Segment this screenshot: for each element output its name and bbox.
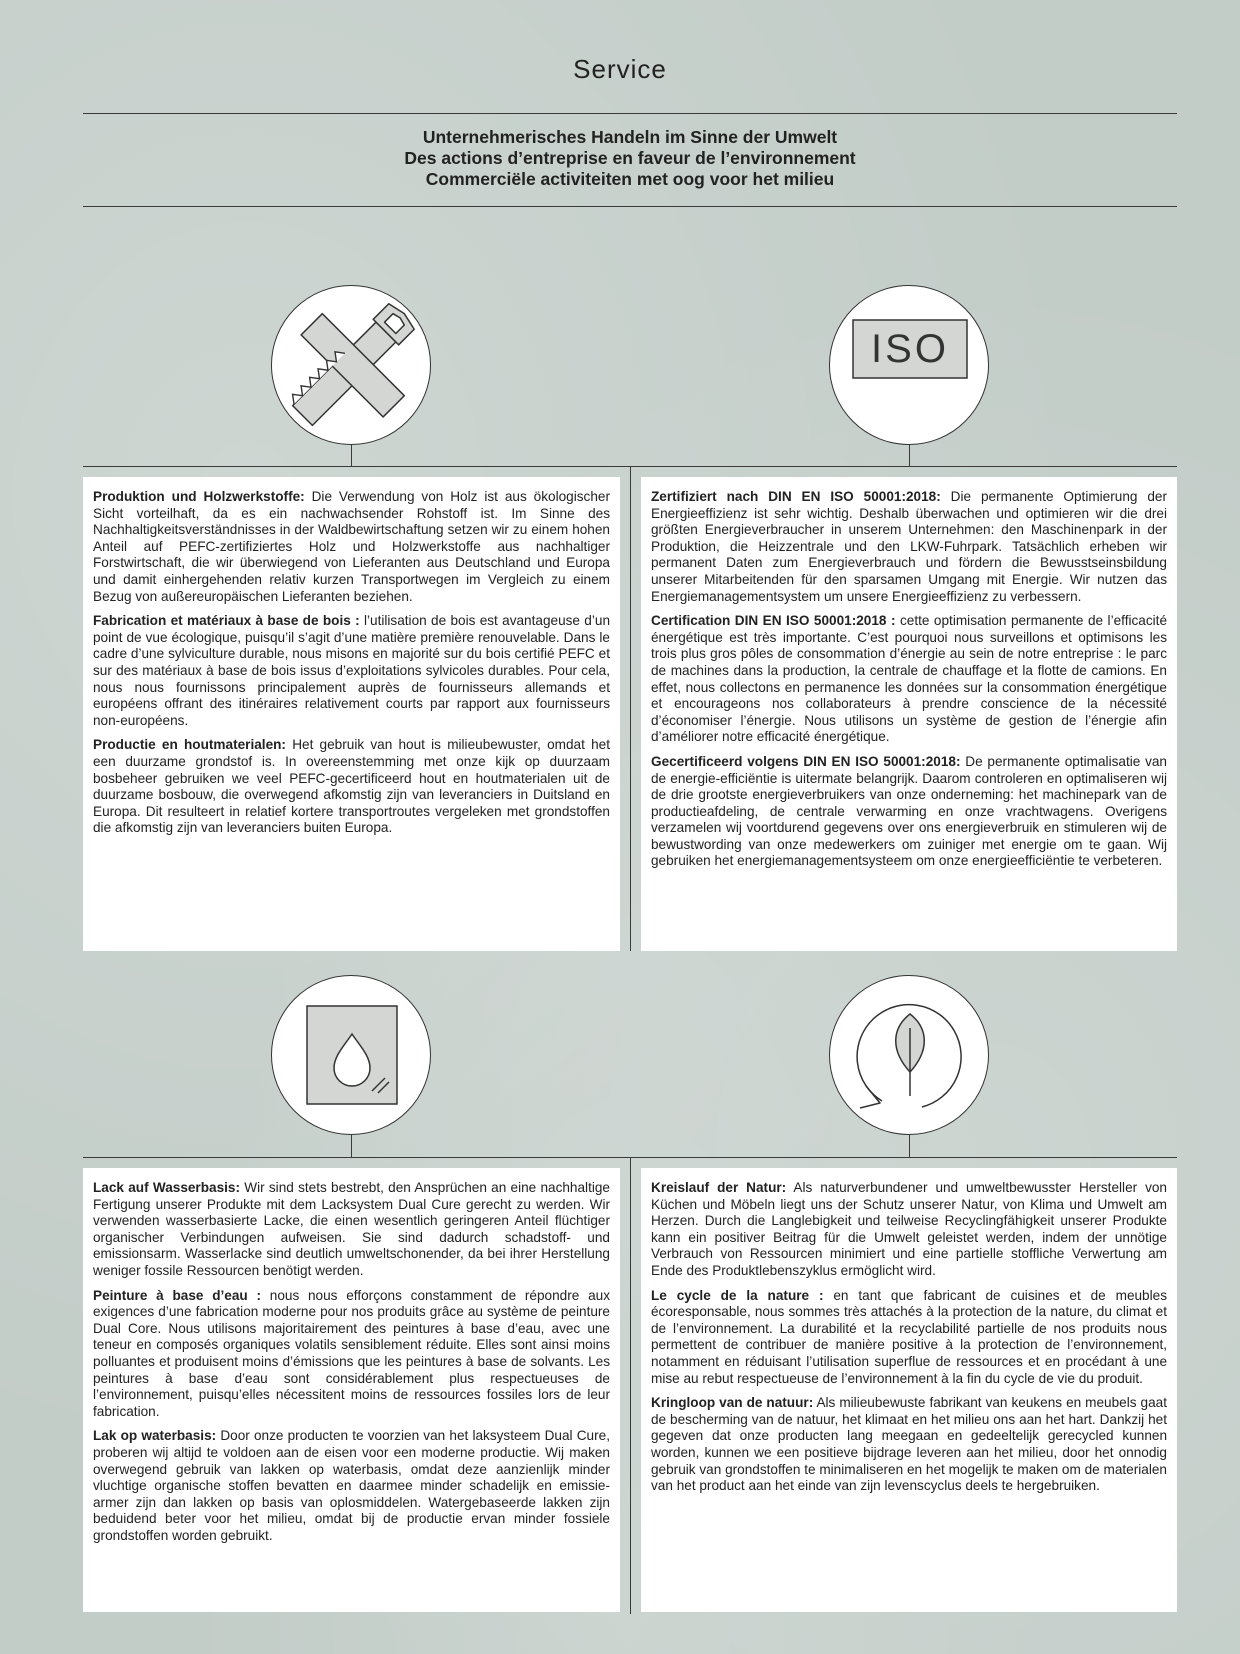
leaf-cycle-icon [830, 976, 990, 1136]
cycle-nl-heading: Kringloop van de natuur: [651, 1395, 814, 1411]
cycle-icon-stem [909, 1135, 910, 1157]
subtitle-rule [83, 206, 1177, 207]
wood-nl-heading: Productie en houtmaterialen: [93, 737, 286, 753]
cycle-fr-heading: Le cycle de la nature : [651, 1287, 824, 1303]
iso-nl-paragraph [651, 754, 1167, 870]
iso-de-text: Die permanente Optimierung der Energieeffizienz ist sehr wichtig. Deshalb überwachen und optimieren wir die drei größten Energieverbraucher in unserem Unternehmen: den Maschinenpark in der Produktion, die Heizzentrale und den LKW-Fuhrpark. Tatsächlich erheben wir permanent Daten zum Energieverbrauch und fördern die Bewusstseinsbildung unserer Mitarbeitenden für den sparsamen Umgang mit Energie. Wir nutzen das Energiemanagementsystem um unsere Energieeffizienz zu verbessern. [651, 489, 1167, 604]
iso-fr-text: cette optimisation permanente de l’efficacité énergétique est très importante. C’est pourquoi nous surveillons et optimisons les trois plus gros pôles de consommation d’énergie au sein de notre entreprise : le parc de machines dans la production, la centrale de chauffage et la flotte de camions. En effet, nous collectons en permanence les données sur la consommation énergétique et encourageons nos collaborateurs à prendre conscience de la nécessité d’économiser l’énergie. Nous utilisons un système de gestion de l’énergie afin d’améliorer notre efficacité énergétique. [651, 613, 1167, 745]
row2-divider [630, 1157, 631, 1614]
wood-nl-text: Het gebruik van hout is milieubewuster, omdat het een duurzame grondstof is. In overeenstemming met onze kijk op duurzaam bosbeheer gebruiken we veel PEFC-gecertificeerd hout en houtmaterialen uit de duurzame bosbouw, die overwegend afkomstig zijn van leveranciers in Duitsland en Europa. Dit resulteert in relatief kortere transportroutes vergeleken met grondstoffen die afkomstig zijn van leveranciers buiten Europa. [93, 737, 610, 836]
page-title: Service [573, 54, 667, 84]
cycle-de-paragraph [651, 1180, 1167, 1280]
iso-text-box [641, 477, 1177, 951]
saw-wood-icon [272, 286, 432, 446]
wood-text-box [83, 477, 620, 951]
cycle-de-heading: Kreislauf der Natur: [651, 1180, 787, 1195]
paint-fr-text: nous nous efforçons constamment de répondre aux exigences d’une fabrication moderne pour nos produits grâce au système de peinture Dual Core. Nous utilisons majoritairement des peintures à base d’eau, avec une teneur en composés organiques volatils sensiblement réduite. Elles sont ainsi moins polluantes et produisent moins d’émissions que les peintures à base de solvants. Les peintures à base d’eau sont considérablement plus respectueuses de l’environnement, puisqu’elles nécessitent moins de ressources fossiles lors de leur fabrication. [93, 1287, 610, 1419]
cycle-nl-paragraph [651, 1395, 1167, 1495]
wood-nl-paragraph [93, 737, 610, 837]
paint-text-box [83, 1168, 620, 1612]
paint-nl-heading: Lak op waterbasis: [93, 1428, 217, 1444]
subtitle-block [83, 127, 1177, 190]
paint-fr-paragraph [93, 1288, 610, 1421]
cycle-text-box [641, 1168, 1177, 1612]
subtitle-german: Unternehmerisches Handeln im Sinne der Umwelt [422, 127, 838, 147]
iso-icon-label: ISO [871, 327, 949, 371]
paint-icon-stem [351, 1135, 352, 1157]
iso-icon-circle [829, 285, 989, 445]
wood-fr-paragraph [93, 613, 610, 729]
row1-divider [630, 466, 631, 951]
iso-de-paragraph [651, 489, 1167, 605]
wood-fr-heading: Fabrication et matériaux à base de bois : [93, 613, 360, 629]
water-drop-icon [272, 976, 432, 1136]
cycle-fr-text: en tant que fabricant de cuisines et de meubles écoresponsable, nous sommes très attachés à la protection de la nature, du climat et de l’environnement. La durabilité et la recyclabilité partielle de nos produits nous permettent de contribuer de manière positive à la protection de l’environnement, notamment en réduisant l’utilisation superflue de ressources et en procédant à une mise au rebut respectueuse de l’environnement à la fin du cycle de vie du produit. [651, 1287, 1167, 1386]
cycle-icon-circle [829, 975, 989, 1135]
wood-icon-circle [271, 285, 431, 445]
paint-icon-circle [271, 975, 431, 1135]
iso-fr-heading: Certification DIN EN ISO 50001:2018 : [651, 613, 896, 629]
wood-fr-text: l’utilisation de bois est avantageuse d’un point de vue écologique, puisqu’il s’agit d’une matière première renouvelable. Dans le cadre d’une sylviculture durable, nous misons en majorité sur du bois certifié PEFC et sur des matériaux à base de bois issus d’exploitations sylvicoles durables. Pour cela, nous nous fournissons principalement auprès de fournisseurs allemands et européens offrant des itinéraires relativement courts par rapport aux fournisseurs non-européens. [93, 613, 611, 728]
wood-de-text: Die Verwendung von Holz ist aus ökologischer Sicht vorteilhaft, da es ein nachwachsender Rohstoff ist. Im Sinne des Nachhaltigkeitsverständnisses in der Waldbewirtschaftung setzen wir zu einem hohen Anteil auf PEFC-zertifiziertes Holz und Holzwerkstoffe aus nachhaltiger Forstwirtschaft, die wir überwiegend von Lieferanten aus Deutschland und Europa und damit einhergehenden relativ kurzen Transportwegen im Vergleich zu einem Bezug von außereuropäischen Lieferanten beziehen. [93, 489, 610, 604]
iso-nl-text: De permanente optimalisatie van de energie-efficiëntie is uitermate belangrijk. Daarom controleren en optimaliseren wij de drie grootste energieverbruikers van onze onderneming: het machinepark van de productieafdeling, de centrale verwarming en onze vrachtwagens. Overigens verzamelen wij voortdurend gegevens over ons energieverbruik en stimuleren wij de bewustwording van onze medewerkers om zuiniger met energie om te gaan. Wij gebruiken het energiemanagementsysteem om onze energieefficiëntie te verbeteren. [651, 753, 1167, 869]
wood-de-heading: Produktion und Holzwerkstoffe: [93, 489, 305, 504]
paint-nl-text: Door onze producten te voorzien van het laksysteem Dual Cure, proberen wij altijd te voldoen aan de eisen voor een moderne productie. Wij maken overwegend gebruik van lakken op waterbasis, omdat deze aanzienlijk minder vluchtige organische stoffen bevatten en daarmee minder schadelijk en emissie-armer zijn dan lakken op basis van oplosmiddelen. Watergebaseerde lakken zijn beduidend beter voor het milieu, omdat bij de productie ervan minder fossiele grondstoffen worden gebruikt. [93, 1428, 610, 1543]
cycle-nl-text: Als milieubewuste fabrikant van keukens en meubels gaat de bescherming van de natuur, het klimaat en het milieu ons aan het hart. Dankzij het gegeven dat onze producten lang meegaan en gedeeltelijk gerecycled kunnen worden, kunnen we een positieve bijdrage leveren aan het milieu, door het onnodig gebruik van grondstoffen te minimaliseren en het mogelijk te maken om de materialen van het product aan het einde van zijn levenscyclus deels te hergebruiken. [651, 1395, 1167, 1494]
wood-icon-stem [351, 445, 352, 466]
iso-icon-stem [909, 445, 910, 466]
paint-de-paragraph [93, 1180, 610, 1280]
top-rule [83, 113, 1177, 114]
iso-de-heading: Zertifiziert nach DIN EN ISO 50001:2018: [651, 489, 941, 504]
paint-de-heading: Lack auf Wasserbasis: [93, 1180, 241, 1195]
paint-fr-heading: Peinture à base d’eau : [93, 1287, 261, 1303]
paint-de-text: Wir sind stets bestrebt, den Ansprüchen an eine nachhaltige Fertigung unserer Produkte mit dem Lacksystem Dual Cure gerecht zu werden. Wir verwenden wasserbasierte Lacke, die einen wesentlich geringeren Anteil flüchtiger organischer Verbindungen aufweisen. Sie sind dadurch schadstoff- und emissionsarm. Wasserlacke sind deutlich umweltschonender, da bei ihrer Herstellung weniger fossile Ressourcen benötigt werden. [93, 1180, 610, 1278]
iso-icon [830, 286, 990, 446]
cycle-de-text: Als naturverbundener und umweltbewusster Hersteller von Küchen und Möbeln liegt uns der Schutz unserer Natur, von Klima und Umwelt am Herzen. Durch die Langlebigkeit und teilweise Recyclingfähigkeit unserer Produkte kann ein positiver Beitrag für die Umwelt geleistet werden, indem der unnötige Verbrauch von Ressourcen minimiert und eine partielle stoffliche Verwertung am Ende des Produktlebenszyklus ermöglicht wird. [651, 1180, 1167, 1278]
subtitle-dutch: Commerciële activiteiten met oog voor het milieu [425, 169, 835, 189]
paint-nl-paragraph [93, 1428, 610, 1544]
iso-fr-paragraph [651, 613, 1167, 746]
subtitle-french: Des actions d’entreprise en faveur de l’environnement [404, 148, 856, 168]
wood-de-paragraph [93, 489, 610, 605]
cycle-fr-paragraph [651, 1288, 1167, 1388]
iso-nl-heading: Gecertificeerd volgens DIN EN ISO 50001:2018: [651, 753, 961, 769]
